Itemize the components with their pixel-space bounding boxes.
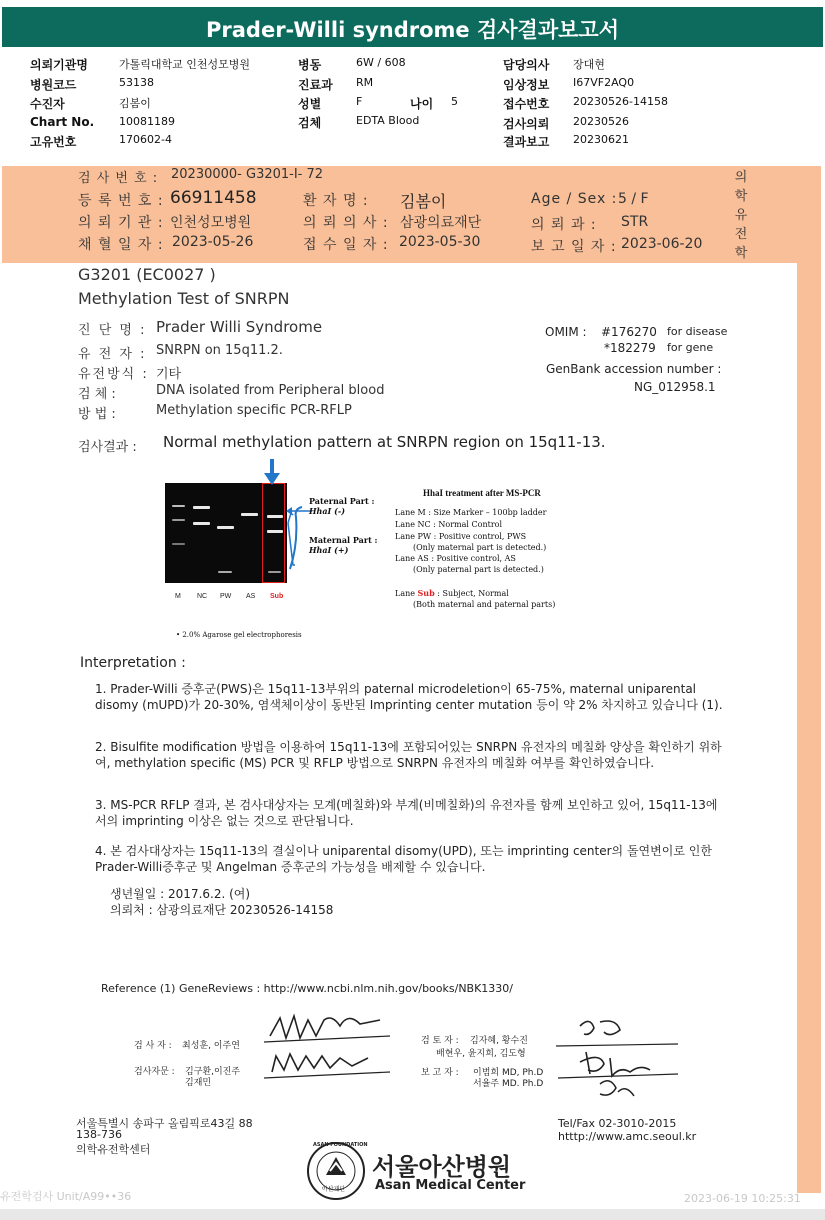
info-value: 20230621 xyxy=(573,133,629,146)
info-label: 고유번호 xyxy=(30,135,77,149)
seal-top-text: ASAN FOUNDATION xyxy=(313,1142,368,1148)
req-doc-label: 의 뢰 의 사 : xyxy=(303,215,389,231)
info-label: 담당의사 xyxy=(503,58,550,72)
print-unit: 유전학검사 Unit/A99••36 xyxy=(0,1190,132,1203)
reporter-name-1: 이범희 MD, Ph.D xyxy=(473,1068,544,1078)
reporter-name-2: 서율주 MD. Ph.D xyxy=(473,1079,544,1089)
req-dept-label: 의 뢰 과 : xyxy=(531,217,597,233)
address-line-1: 서울특별시 송파구 올림픽로43길 88 xyxy=(76,1117,253,1130)
info-value: 6W / 608 xyxy=(356,56,406,69)
info-value: 장대현 xyxy=(573,58,605,71)
patient-name: 김봄이 xyxy=(400,192,447,211)
info-label: 검체 xyxy=(298,116,322,130)
interpretation-title: Interpretation : xyxy=(80,655,186,671)
inheritance: 기타 xyxy=(156,367,182,382)
examiner-label: 검 사 자 : xyxy=(134,1041,172,1051)
info-label: 접수번호 xyxy=(503,97,550,111)
info-value: 김봄이 xyxy=(119,97,151,110)
reviewer-label: 검 토 자 : xyxy=(421,1036,459,1046)
info-label: 임상정보 xyxy=(503,78,550,92)
interpretation-item: 2. Bisulfite modification 방법을 이용하여 15q11-13에 포함되어있는 SNRPN 유전자의 메칠화 양상을 확인하기 위하여, methylation specific (MS) PCR 및 RFLP 방법으로 SNRPN 유전자의 메칠화 여부를 확인하였습니다. xyxy=(95,740,722,770)
test-name: Methylation Test of SNRPN xyxy=(78,289,290,308)
req-doc: 삼광의료재단 xyxy=(400,215,482,231)
legend-line: Lane M : Size Marker – 100bp ladder xyxy=(395,508,547,517)
interpretation-item: 3. MS-PCR RFLP 결과, 본 검사대상자는 모계(메칠화)와 부계(비메칠화)의 유전자를 함께 보인하고 있어, 15q11-13에서의 imprinting 이상은 없는 것으로 판단됩니다. xyxy=(95,798,718,828)
info-label: 의뢰기관명 xyxy=(30,58,88,72)
paternal-hha: HhaI (-) xyxy=(309,506,345,516)
omim-label: OMIM : xyxy=(545,325,587,339)
legend-line: (Only paternal part is detected.) xyxy=(413,565,544,574)
report-header-bar xyxy=(2,7,823,47)
address-line-3: 의학유전학센터 xyxy=(76,1143,151,1156)
figure-footnote: • 2.0% Agarose gel electrophoresis xyxy=(176,631,302,639)
maternal-bracket-icon xyxy=(288,505,310,585)
draw-date: 2023-05-26 xyxy=(172,234,254,250)
info-label: 병원코드 xyxy=(30,78,77,92)
side-char: 학 xyxy=(734,246,748,261)
legend-line: Lane NC : Normal Control xyxy=(395,520,503,529)
info-label: Chart No. xyxy=(30,115,95,129)
tel-fax: Tel/Fax 02-3010-2015 xyxy=(558,1117,677,1130)
test-code: G3201 (EC0027 ) xyxy=(78,265,216,284)
reviewer-signature xyxy=(550,1012,685,1112)
omim-disease: #176270 xyxy=(601,325,657,339)
info-value: 가톨릭대학교 인천성모병원 xyxy=(119,58,251,71)
omim-gene: *182279 xyxy=(604,341,656,355)
advisor-names-2: 김재민 xyxy=(185,1078,212,1088)
result-text: Normal methylation pattern at SNRPN region on 15q11-13. xyxy=(163,433,606,451)
info-label: 진료과 xyxy=(298,78,333,92)
report-title: Prader-Willi syndrome 검사결과보고서 xyxy=(206,18,619,42)
info-value: RM xyxy=(356,76,374,89)
genbank-accession: NG_012958.1 xyxy=(634,380,716,394)
address-line-2: 138-736 xyxy=(76,1128,122,1141)
seal-mid-text: 아산재단 xyxy=(322,1186,346,1193)
req-org: 인천성모병원 xyxy=(170,215,252,231)
info-label: 수진자 xyxy=(30,97,65,111)
recv-date: 2023-05-30 xyxy=(399,234,481,250)
row-label: 유 전 자 : xyxy=(78,347,147,362)
legend-line: (Only maternal part is detected.) xyxy=(413,543,547,552)
legend-subject-line xyxy=(395,588,509,598)
reg-no: 66911458 xyxy=(170,188,257,208)
advisor-names: 김구환,이진주 xyxy=(185,1067,241,1077)
website[interactable]: htttp://www.amc.seoul.kr xyxy=(558,1130,697,1143)
recv-date-label: 접 수 일 자 : xyxy=(303,237,389,253)
info-value: 10081189 xyxy=(119,115,175,128)
lane-label: PW xyxy=(220,593,232,600)
side-char: 유 xyxy=(734,208,748,223)
logo-korean: 서울아산병원 xyxy=(372,1153,512,1181)
info-value: 170602-4 xyxy=(119,133,172,146)
logo-english: Asan Medical Center xyxy=(375,1178,526,1193)
req-dept: STR xyxy=(621,214,649,230)
bottom-gray-bar xyxy=(0,1209,825,1220)
genbank-label: GenBank accession number : xyxy=(546,362,722,376)
info-value: I67VF2AQ0 xyxy=(573,76,635,89)
result-label: 검사결과 : xyxy=(78,440,137,455)
draw-date-label: 채 혈 일 자 : xyxy=(78,237,164,253)
row-label: 방 법 : xyxy=(78,407,116,422)
patient-label: 환 자 명 : xyxy=(303,193,369,209)
omim-disease-note: for disease xyxy=(667,325,728,338)
exam-no: 20230000- G3201-I- 72 xyxy=(171,167,324,182)
advisor-label: 검사자문 : xyxy=(134,1067,175,1077)
date-of-birth: 생년월일 : 2017.6.2. (여) xyxy=(110,887,251,901)
legend-title: HhaI treatment after MS-PCR xyxy=(423,488,541,498)
examiner-signature xyxy=(260,1006,400,1086)
diagnosis: Prader Willi Syndrome xyxy=(156,318,323,336)
reviewer-names-2: 배현우, 윤지희, 김도형 xyxy=(436,1049,526,1059)
referral-source: 의뢰처 : 삼광의료재단 20230526-14158 xyxy=(110,903,334,917)
reg-no-label: 등 록 번 호 : xyxy=(78,193,164,209)
row-label: 진 단 명 : xyxy=(78,323,147,338)
legend-line: Lane AS : Positive control, AS xyxy=(395,554,516,563)
print-timestamp: 2023-06-19 10:25:31 xyxy=(684,1192,801,1205)
omim-gene-note: for gene xyxy=(667,341,714,354)
req-org-label: 의 뢰 기 관 : xyxy=(78,215,164,231)
info-label: 병동 xyxy=(298,58,322,72)
exam-no-label: 검 사 번 호 : xyxy=(78,171,159,186)
agesex-value: 5 / F xyxy=(618,191,649,207)
row-label: 검 체 : xyxy=(78,387,116,402)
info-value: EDTA Blood xyxy=(356,114,420,127)
info-label: 검사의뢰 xyxy=(503,117,550,131)
lane-label-subject: Sub xyxy=(270,593,284,600)
examiner-names: 최성훈, 이주연 xyxy=(182,1041,240,1051)
side-strip xyxy=(797,263,821,1193)
row-label: 유전방식 : xyxy=(78,367,149,382)
info-value: 20230526 xyxy=(573,115,629,128)
side-char: 의 xyxy=(734,170,748,185)
legend-sub-name: Sub xyxy=(417,588,435,598)
legend-line: Lane PW : Positive control, PWS xyxy=(395,532,527,541)
agesex-label: Age / Sex : xyxy=(531,191,618,207)
legend-sub-prefix: Lane xyxy=(395,589,415,598)
maternal-hha: HhaI (+) xyxy=(309,545,349,555)
report-date: 2023-06-20 xyxy=(621,236,703,252)
info-value: 53138 xyxy=(119,76,154,89)
paternal-label: Paternal Part : xyxy=(309,496,375,506)
reference: Reference (1) GeneReviews : http://www.ncbi.nlm.nih.gov/books/NBK1330/ xyxy=(101,982,514,995)
maternal-label: Maternal Part : xyxy=(309,535,378,545)
method: Methylation specific PCR-RFLP xyxy=(156,403,352,418)
lane-label: M xyxy=(175,593,181,600)
info-value: 20230526-14158 xyxy=(573,95,668,108)
lane-label: NC xyxy=(197,593,208,600)
info-label: 결과보고 xyxy=(503,135,550,149)
info-value: F xyxy=(356,95,363,108)
legend-sub-note: (Both maternal and paternal parts) xyxy=(413,600,556,609)
age-value: 5 xyxy=(451,95,458,108)
reviewer-names: 김자혜, 황수진 xyxy=(470,1036,528,1046)
side-char: 학 xyxy=(734,189,748,204)
legend-sub-rest: : Subject, Normal xyxy=(437,589,509,598)
interpretation-item: 4. 본 검사대상자는 15q11-13의 결실이나 uniparental disomy(UPD), 또는 imprinting center의 돌연변이로 인한 Prader-Willi증후군 및 Angelman 증후군의 가능성을 배제할 수 있습니다. xyxy=(95,844,712,874)
reporter-label: 보 고 자 : xyxy=(421,1068,459,1078)
interpretation-item: 1. Prader-Willi 증후군(PWS)은 15q11-13부위의 paternal microdeletion이 65-75%, maternal uniparental disomy (mUPD)가 20-30%, 염색체이상이 동반된 Imprinting center mutation 등이 약 2% 차지하고 있습니다 (1). xyxy=(95,682,723,712)
side-char: 전 xyxy=(734,227,748,242)
report-date-label: 보 고 일 자 : xyxy=(531,239,617,255)
gene: SNRPN on 15q11.2. xyxy=(156,343,283,358)
specimen: DNA isolated from Peripheral blood xyxy=(156,383,385,398)
age-label: 나이 xyxy=(410,97,434,111)
info-label: 성별 xyxy=(298,97,322,111)
lane-label: AS xyxy=(246,593,256,600)
department-vertical-label xyxy=(734,168,748,263)
